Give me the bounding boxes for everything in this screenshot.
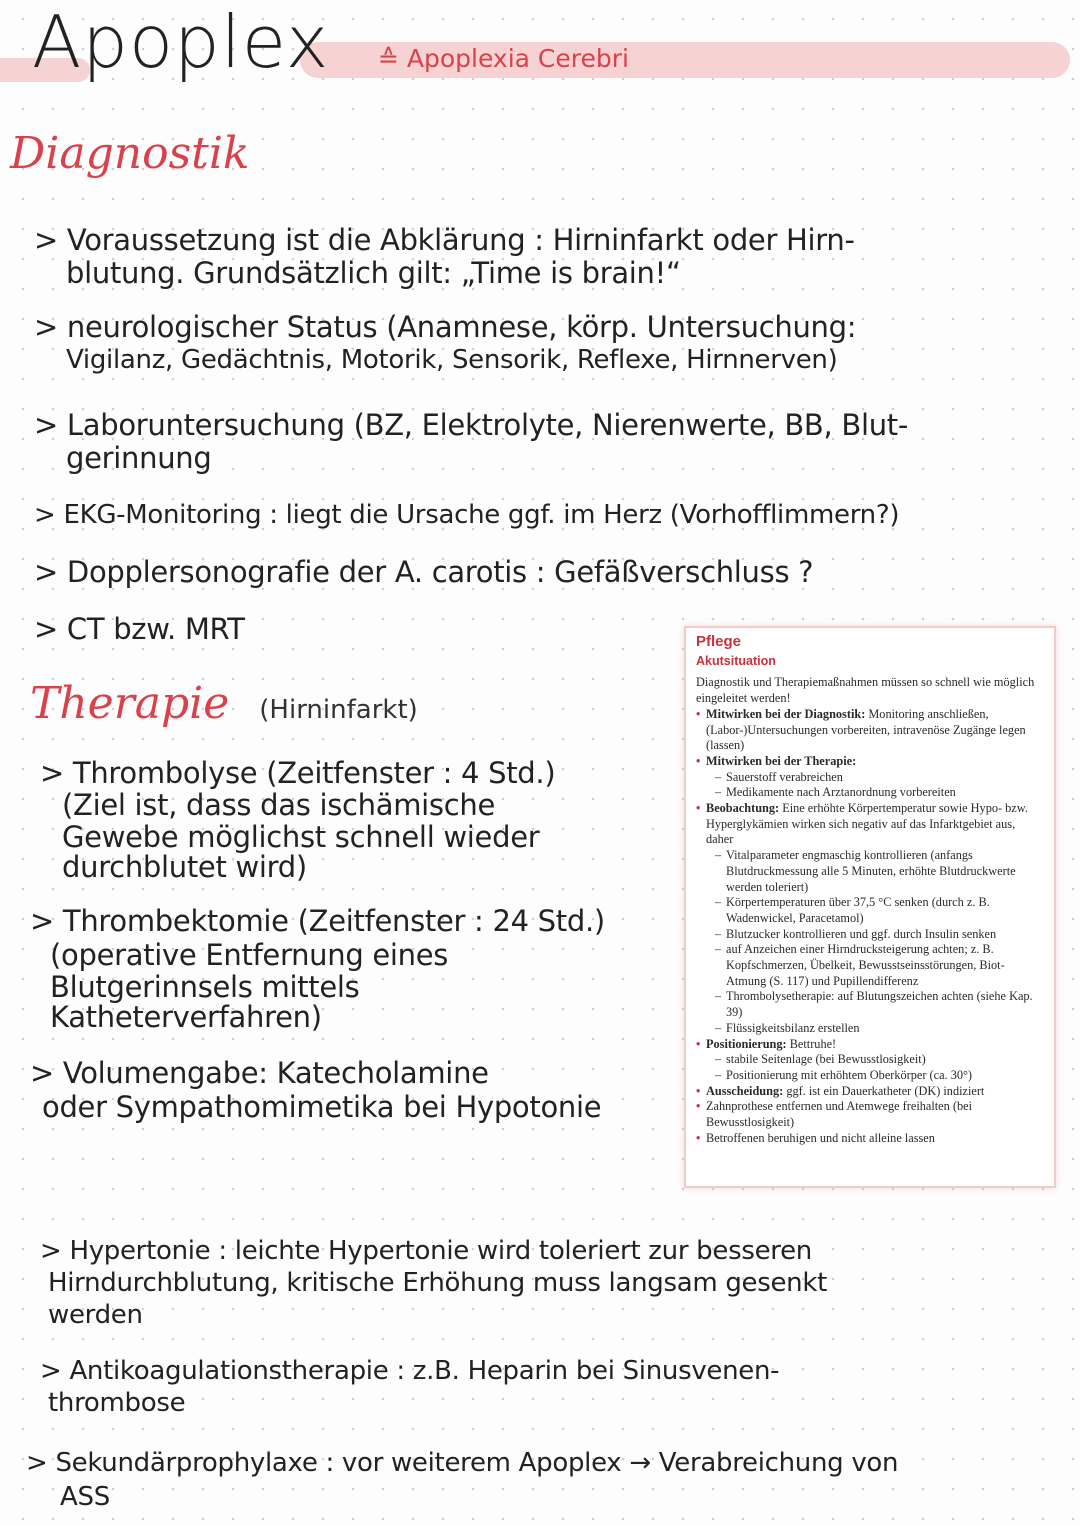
diagnostik-line: > neurologischer Status (Anamnese, körp. Untersuchung: <box>34 310 857 344</box>
page-subtitle: ≙ Apoplexia Cerebri <box>378 44 629 73</box>
bullet-label: Mitwirken bei der Diagnostik: <box>706 706 866 721</box>
pflege-bullet-positionierung <box>696 1037 1042 1084</box>
therapie-heading <box>30 678 418 729</box>
therapie-line: oder Sympathomimetika bei Hypotonie <box>42 1090 602 1124</box>
bottom-line: > Hypertonie : leichte Hypertonie wird toleriert zur besseren <box>40 1236 812 1266</box>
pflege-subitem: – Vitalparameter engmaschig kontrollieren (anfangs Blutdruckmessung alle 5 Minuten, erhöhte Blutdruckwerte werden toleriert) <box>706 848 1042 895</box>
bullet-label: Positionierung: <box>706 1036 787 1051</box>
pflege-info-box <box>684 626 1056 1188</box>
diagnostik-line: gerinnung <box>66 441 212 475</box>
pflege-subitem: – Thrombolysetherapie: auf Blutungszeichen achten (siehe Kap. 39) <box>706 989 1042 1020</box>
therapie-line: > Volumengabe: Katecholamine <box>30 1056 489 1090</box>
diagnostik-line: > CT bzw. MRT <box>34 612 245 646</box>
therapie-line: (operative Entfernung eines <box>50 938 449 972</box>
pflege-bullet-therapie <box>696 754 1042 801</box>
pflege-list <box>696 707 1042 1147</box>
bottom-line: ASS <box>60 1482 110 1512</box>
pflege-subtitle: Akutsituation <box>696 653 776 668</box>
pflege-intro: Diagnostik und Therapiemaßnahmen müssen so schnell wie möglich eingeleitet werden! <box>696 675 1035 706</box>
pflege-subitem: – auf Anzeichen einer Hirndrucksteigerung achten; z. B. Kopfschmerzen, Übelkeit, Bewusstseinsstörungen, Biot-Atmung (S. 117) und Pupillendifferenz <box>706 942 1042 989</box>
pflege-bullet-beruhigen: • Betroffenen beruhigen und nicht alleine lassen <box>696 1131 1042 1147</box>
bottom-line: > Sekundärprophylaxe : vor weiterem Apoplex → Verabreichung von <box>26 1448 899 1478</box>
page-title: Apoplex <box>32 0 330 84</box>
therapie-line: durchblutet wird) <box>62 850 307 884</box>
pflege-bullet-zahnprothese: • Zahnprothese entfernen und Atemwege freihalten (bei Bewusstlosigkeit) <box>696 1099 1042 1130</box>
pflege-bullet-ausscheidung <box>696 1084 1042 1100</box>
bottom-line: thrombose <box>48 1388 186 1418</box>
pflege-subitem: – Flüssigkeitsbilanz erstellen <box>706 1021 1042 1037</box>
therapie-line: > Thrombektomie (Zeitfenster : 24 Std.) <box>30 904 605 938</box>
therapie-line: Gewebe möglichst schnell wieder <box>62 820 540 854</box>
bullet-label: Mitwirken bei der Therapie: <box>706 753 857 768</box>
bullet-text: Monitoring anschließen, (Labor-)Untersuchungen vorbereiten, intravenöse Zugänge legen (lassen) <box>706 706 1026 753</box>
bottom-line: werden <box>48 1300 143 1330</box>
diagnostik-line: Vigilanz, Gedächtnis, Motorik, Sensorik, Reflexe, Hirnnerven) <box>66 345 838 375</box>
pflege-bullet-beobachtung <box>696 801 1042 1037</box>
pflege-subitem: – Medikamente nach Arztanordnung vorbereiten <box>706 785 1042 801</box>
therapie-subheading: (Hirninfarkt) <box>259 695 418 725</box>
pflege-bullet-diagnostik <box>696 707 1042 754</box>
bottom-line: Hirndurchblutung, kritische Erhöhung muss langsam gesenkt <box>48 1268 828 1298</box>
pflege-subitem: – Sauerstoff verabreichen <box>706 770 1042 786</box>
bottom-line: > Antikoagulationstherapie : z.B. Heparin bei Sinusvenen- <box>40 1356 780 1386</box>
therapie-line: Katheterverfahren) <box>50 1000 322 1034</box>
diagnostik-line: > Laboruntersuchung (BZ, Elektrolyte, Nierenwerte, BB, Blut- <box>34 408 909 442</box>
bullet-label: Beobachtung: <box>706 801 780 816</box>
bullet-label: Ausscheidung: <box>706 1083 784 1098</box>
pflege-subitem: – Positionierung mit erhöhtem Oberkörper (ca. 30°) <box>706 1068 1042 1084</box>
pflege-subitem: – Blutzucker kontrollieren und ggf. durch Insulin senken <box>706 927 1042 943</box>
diagnostik-heading: Diagnostik <box>10 128 250 179</box>
diagnostik-line: > EKG-Monitoring : liegt die Ursache ggf. im Herz (Vorhofflimmern?) <box>34 500 900 530</box>
bullet-text: Eine erhöhte Körpertemperatur sowie Hypo- bzw. Hyperglykämien wirken sich negativ auf das Infarktgebiet aus, daher <box>706 801 1028 847</box>
diagnostik-line: > Dopplersonografie der A. carotis : Gefäßverschluss ? <box>34 555 814 589</box>
bullet-text: Bettruhe! <box>789 1036 837 1051</box>
pflege-subitem: – Körpertemperaturen über 37,5 °C senken (durch z. B. Wadenwickel, Paracetamol) <box>706 895 1042 926</box>
pflege-subitem: – stabile Seitenlage (bei Bewusstlosigkeit) <box>706 1052 1042 1068</box>
therapie-line: (Ziel ist, dass das ischämische <box>62 788 495 822</box>
therapie-line: > Thrombolyse (Zeitfenster : 4 Std.) <box>40 756 556 790</box>
therapie-heading-text: Therapie <box>30 678 230 729</box>
pflege-title: Pflege <box>696 633 742 650</box>
bullet-text: ggf. ist ein Dauerkatheter (DK) indiziert <box>786 1083 985 1098</box>
therapie-line: Blutgerinnsels mittels <box>50 970 360 1004</box>
diagnostik-line: > Voraussetzung ist die Abklärung : Hirninfarkt oder Hirn- <box>34 223 855 257</box>
diagnostik-line: blutung. Grundsätzlich gilt: „Time is brain!“ <box>66 256 681 290</box>
